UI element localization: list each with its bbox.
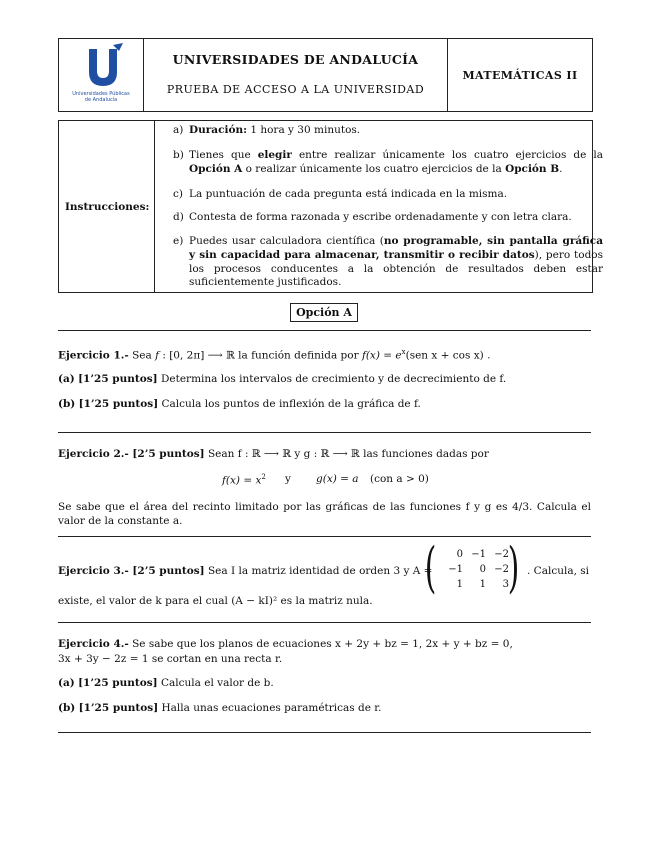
- matrix-cell: −2: [494, 564, 509, 575]
- exercise-3-text: existe, el valor de k para el cual (A − kI)² es la matriz nula.: [58, 595, 373, 607]
- page-title: UNIVERSIDADES DE ANDALUCÍA: [172, 52, 419, 67]
- divider: [58, 330, 591, 331]
- exercise-4-statement: Ejercicio 4.- Se sabe que los planos de ecuaciones x + 2y + bz = 1, 2x + y + bz = 0,: [58, 638, 513, 650]
- divider: [58, 732, 591, 733]
- header-table: [58, 38, 593, 112]
- matrix-cell: 1: [479, 579, 486, 590]
- exercise-2-text: Se sabe que el área del recinto limitado por las gráficas de las funciones f y g es 4/3. Calcula el valor de la constante a.: [58, 501, 591, 527]
- option-title: Opción A: [290, 303, 358, 322]
- exercise-3-statement: Ejercicio 3.- [2’5 puntos] Sea I la matriz identidad de orden 3 y A =: [58, 565, 433, 577]
- logo-text-line1: Universidades Públicas: [72, 91, 130, 97]
- title-cell: [144, 39, 448, 111]
- matrix-left-paren: (: [424, 536, 437, 599]
- subject-cell: [448, 39, 592, 111]
- exercise-2-eq-g: g(x) = a: [316, 473, 359, 485]
- matrix-cell: 0: [456, 549, 463, 560]
- exercise-1-part-a: (a) [1’25 puntos] Determina los intervalos de crecimiento y de decrecimiento de f.: [58, 373, 507, 385]
- logo-cell: [59, 39, 144, 111]
- matrix-right-paren: ): [507, 536, 520, 599]
- matrix-cell: −1: [448, 564, 463, 575]
- matrix-cell: 0: [479, 564, 486, 575]
- divider: [58, 432, 591, 433]
- page-subtitle: PRUEBA DE ACCESO A LA UNIVERSIDAD: [166, 83, 425, 96]
- exercise-4-part-b: (b) [1’25 puntos] Halla unas ecuaciones paramétricas de r.: [58, 702, 382, 714]
- matrix-cell: −2: [494, 549, 509, 560]
- matrix-cell: 1: [456, 579, 463, 590]
- exercise-1-statement: Ejercicio 1.- Sea f : [0, 2π] ⟶ ℝ la función definida por $f(x) = e^x(sen$ x + cos x) .: [58, 348, 491, 362]
- logo-text-line2: de Andalucía: [84, 97, 118, 103]
- university-logo-icon: [83, 43, 123, 89]
- instructions-table: Instrucciones: a) Duración: 1 hora y 30 minutos. b) Tienes que elegir entre realizar únicamente los cuatro ejercicios de la Opción A o realizar únicamente los cuatro ejercicios de la Opción B. c) La puntuación de cada pregunta está indicada en la misma. d) Contesta de forma razonada y escribe ordenadamente y con letra clara. e) Puedes usar calculadora científica (no programable, sin pantalla gráfica y sin capacidad para almacenar, transmitir o recibir datos), pero todos los procesos conducentes a la obtención de resultados deben estar suficientemente justificados.: [58, 120, 593, 293]
- exercise-3-text-after: . Calcula, si: [527, 565, 590, 577]
- divider: [58, 622, 591, 623]
- instructions-label-cell: [59, 121, 155, 292]
- exercise-2-eq-condition: (con a > 0): [370, 473, 429, 485]
- exercise-2-statement: Ejercicio 2.- [2’5 puntos] Sean f : ℝ ⟶ ℝ y g : ℝ ⟶ ℝ las funciones dadas por: [58, 448, 489, 460]
- subject-title: MATEMÁTICAS II: [462, 69, 578, 82]
- exercise-2-eq-and: y: [285, 473, 291, 485]
- instructions-label: Instrucciones:: [65, 201, 150, 213]
- exercise-4-part-a: (a) [1’25 puntos] Calcula el valor de b.: [58, 677, 274, 689]
- matrix-cell: 3: [502, 579, 509, 590]
- matrix-cell: −1: [471, 549, 486, 560]
- exercise-4-statement-line2: 3x + 3y − 2z = 1 se cortan en una recta r.: [58, 653, 283, 665]
- exercise-2-eq-f: $f(x) = x^2$: [222, 473, 266, 487]
- exercise-1-part-b: (b) [1’25 puntos] Calcula los puntos de inflexión de la gráfica de f.: [58, 398, 421, 410]
